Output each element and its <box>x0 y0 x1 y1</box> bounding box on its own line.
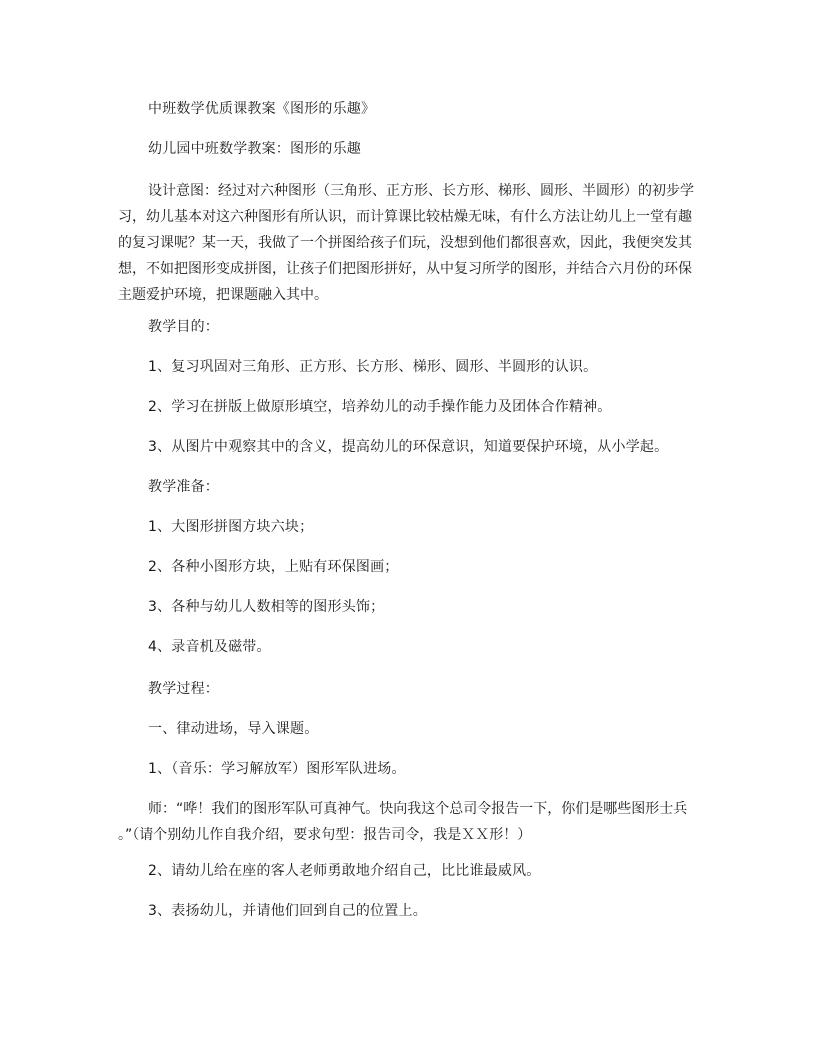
paragraph-line: 设计意图：经过对六种图形（三角形、正方形、长方形、梯形、圆形、半圆形）的初步学 <box>148 183 694 199</box>
step1-item: 3、表扬幼儿，并请他们回到自己的位置上。 <box>148 903 427 919</box>
paragraph-line: 习，幼儿基本对这六种图形有所认识，而计算课比较枯燥无味，有什么方法让幼儿上一堂有趣 <box>118 209 692 225</box>
goal-item: 2、学习在拼版上做原形填空，培养幼儿的动手操作能力及团体合作精神。 <box>148 399 612 415</box>
paragraph-line: 主题爱护环境，把课题融入其中。 <box>118 287 328 303</box>
teacher-paragraph <box>118 796 698 848</box>
step1-item: 2、请幼儿给在座的客人老师勇敢地介绍自己，比比谁最威风。 <box>148 863 541 879</box>
prep-heading: 教学准备： <box>148 479 219 495</box>
prep-item: 4、录音机及磁带。 <box>148 639 271 655</box>
paragraph-line: 。”（请个别幼儿作自我介绍，要求句型：报告司令，我是ＸＸ形！） <box>118 827 532 843</box>
paragraph-line: 师：“哗！我们的图形军队可真神气。快向我这个总司令报告一下，你们是哪些图形士兵 <box>148 801 688 817</box>
prep-item: 2、各种小图形方块，上贴有环保图画； <box>148 559 399 575</box>
step1-heading: 一、律动进场，导入课题。 <box>148 721 319 737</box>
goal-item: 3、从图片中观察其中的含义，提高幼儿的环保意识，知道要保护环境，从小学起。 <box>148 439 669 455</box>
paragraph-line: 的复习课呢？某一天，我做了一个拼图给孩子们玩，没想到他们都很喜欢，因此，我便突发其 <box>118 235 692 251</box>
goal-item: 1、复习巩固对三角形、正方形、长方形、梯形、圆形、半圆形的认识。 <box>148 359 598 375</box>
step1-item: 1、（音乐：学习解放军）图形军队进场。 <box>148 761 406 777</box>
prep-item: 3、各种与幼儿人数相等的图形头饰； <box>148 599 385 615</box>
prep-item: 1、大图形拼图方块六块； <box>148 519 314 535</box>
document-title: 中班数学优质课教案《图形的乐趣》 <box>148 101 376 117</box>
process-heading: 教学过程： <box>148 681 219 697</box>
document-subtitle: 幼儿园中班数学教案：图形的乐趣 <box>148 141 361 157</box>
goals-heading: 教学目的： <box>148 319 219 335</box>
design-intent-paragraph <box>118 178 698 308</box>
paragraph-line: 想，不如把图形变成拼图，让孩子们把图形拼好，从中复习所学的图形，并结合六月份的环保 <box>118 261 692 277</box>
